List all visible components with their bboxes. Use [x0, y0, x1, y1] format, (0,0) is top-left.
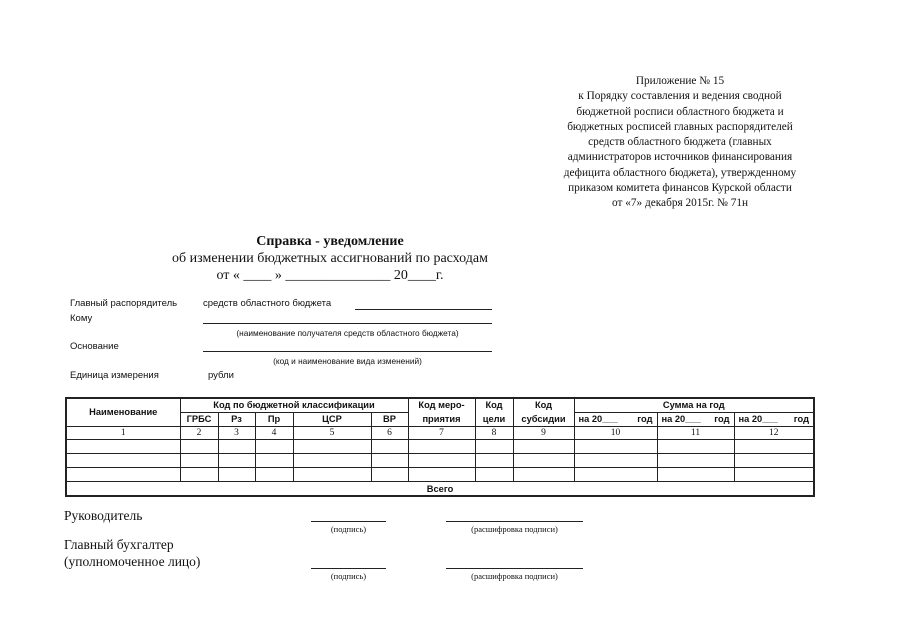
head-label: Руководитель [64, 508, 143, 523]
table-cell[interactable] [408, 468, 475, 482]
col-number: 6 [371, 427, 408, 440]
table-cell[interactable] [66, 454, 180, 468]
col-header-subsidy-code-1: Код [513, 398, 574, 413]
recipient-hint: (наименование получателя средств областного бюджета) [236, 328, 459, 338]
table-cell[interactable] [734, 440, 814, 454]
table-cell[interactable] [408, 454, 475, 468]
document-title: Справка - уведомление [256, 234, 404, 249]
table-cell[interactable] [180, 468, 218, 482]
col-number: 11 [657, 427, 734, 440]
main-manager-line [355, 309, 492, 310]
table-cell[interactable] [371, 440, 408, 454]
accountant-decode-line[interactable] [446, 568, 583, 569]
table-cell[interactable] [475, 468, 513, 482]
unit-value: рубли [208, 370, 234, 381]
accountant-label-2: (уполномоченное лицо) [64, 554, 201, 569]
table-cell[interactable] [371, 454, 408, 468]
document-subtitle: об изменении бюджетных ассигнований по расходам [172, 251, 488, 266]
col-number: 9 [513, 427, 574, 440]
accountant-signature-line[interactable] [311, 568, 386, 569]
col-header-budget-code: Код по бюджетной классификации [180, 398, 408, 413]
col-header-rz: Рз [218, 413, 255, 427]
col-header-goal-code-1: Код [475, 398, 513, 413]
col-number: 10 [574, 427, 657, 440]
appendix-note [530, 74, 830, 212]
table-cell[interactable] [66, 440, 180, 454]
table-cell[interactable] [513, 440, 574, 454]
year-2-left: на 20___ [661, 414, 701, 424]
head-signature-hint: (подпись) [330, 524, 367, 534]
col-number: 1 [66, 427, 180, 440]
unit-label: Единица измерения [70, 370, 159, 381]
col-header-sum: Сумма на год [574, 398, 814, 413]
appendix-line: бюджетной росписи областного бюджета и [576, 105, 784, 118]
col-header-year-3 [734, 413, 814, 427]
basis-label: Основание [70, 341, 119, 352]
col-number: 2 [180, 427, 218, 440]
accountant-decode-hint: (расшифровка подписи) [471, 571, 558, 581]
col-header-name: Наименование [66, 398, 180, 427]
table-cell[interactable] [293, 440, 371, 454]
table-cell[interactable] [657, 454, 734, 468]
table-cell[interactable] [734, 454, 814, 468]
col-header-csr: ЦСР [293, 413, 371, 427]
basis-line [203, 351, 492, 352]
table-cell[interactable] [255, 454, 293, 468]
table-cell[interactable] [734, 468, 814, 482]
table-cell[interactable] [255, 468, 293, 482]
col-header-year-1 [574, 413, 657, 427]
table-cell[interactable] [574, 440, 657, 454]
appendix-line: дефицита областного бюджета), утвержденному [563, 166, 797, 179]
col-header-vr: ВР [371, 413, 408, 427]
table-cell[interactable] [180, 454, 218, 468]
appendix-line: бюджетных росписей главных распорядителей [567, 120, 793, 133]
to-label: Кому [70, 313, 93, 324]
accountant-label-1: Главный бухгалтер [64, 537, 174, 552]
table-cell[interactable] [255, 440, 293, 454]
recipient-line [203, 323, 492, 324]
table-cell[interactable] [574, 454, 657, 468]
table-cell[interactable] [371, 468, 408, 482]
col-number: 8 [475, 427, 513, 440]
appendix-line: Приложение № 15 [635, 75, 725, 87]
table-cell[interactable] [293, 454, 371, 468]
col-number: 3 [218, 427, 255, 440]
table-cell[interactable] [180, 440, 218, 454]
head-decode-line[interactable] [446, 521, 583, 522]
appendix-line: от «7» декабря 2015г. № 71н [611, 197, 749, 210]
col-number: 12 [734, 427, 814, 440]
col-header-grbs: ГРБС [180, 413, 218, 427]
appendix-line: приказом комитета финансов Курской области [568, 182, 792, 195]
table-row [66, 440, 814, 454]
col-header-subsidy-code-2: субсидии [513, 413, 574, 427]
col-header-event-code-2: приятия [408, 413, 475, 427]
table-cell[interactable] [513, 454, 574, 468]
total-row-label: Всего [66, 482, 814, 497]
table-row [66, 454, 814, 468]
year-1-left: на 20___ [578, 414, 618, 424]
table-cell[interactable] [408, 440, 475, 454]
table-cell[interactable] [66, 468, 180, 482]
table-cell[interactable] [218, 468, 255, 482]
col-header-year-2 [657, 413, 734, 427]
appendix-line: средств областного бюджета (главных [588, 136, 772, 149]
main-manager-label: Главный распорядитель [70, 298, 178, 309]
main-manager-value: средств областного бюджета [203, 298, 332, 309]
table-cell[interactable] [513, 468, 574, 482]
table-cell[interactable] [475, 454, 513, 468]
appendix-line: к Порядку составления и ведения сводной [578, 90, 782, 103]
year-3-left: на 20___ [738, 414, 778, 424]
year-2-right: год [714, 414, 730, 424]
table-cell[interactable] [218, 454, 255, 468]
document-date: от « ____ » _______________ 20____г. [216, 268, 444, 283]
table-cell[interactable] [657, 468, 734, 482]
table-cell[interactable] [293, 468, 371, 482]
table-cell[interactable] [574, 468, 657, 482]
head-decode-hint: (расшифровка подписи) [471, 524, 558, 534]
basis-hint: (код и наименование вида изменений) [273, 356, 422, 366]
col-header-goal-code-2: цели [475, 413, 513, 427]
table-row [66, 468, 814, 482]
col-header-event-code-1: Код меро- [408, 398, 475, 413]
accountant-signature-hint: (подпись) [330, 571, 367, 581]
year-3-right: год [793, 414, 810, 424]
col-number: 5 [293, 427, 371, 440]
year-1-right: год [637, 414, 653, 424]
col-number: 4 [255, 427, 293, 440]
appendix-line: администраторов источников финансирования [567, 151, 793, 164]
head-signature-line[interactable] [311, 521, 386, 522]
table-cell[interactable] [657, 440, 734, 454]
allocation-table [65, 397, 815, 497]
table-cell[interactable] [475, 440, 513, 454]
table-cell[interactable] [218, 440, 255, 454]
col-header-pr: Пр [255, 413, 293, 427]
col-number: 7 [408, 427, 475, 440]
